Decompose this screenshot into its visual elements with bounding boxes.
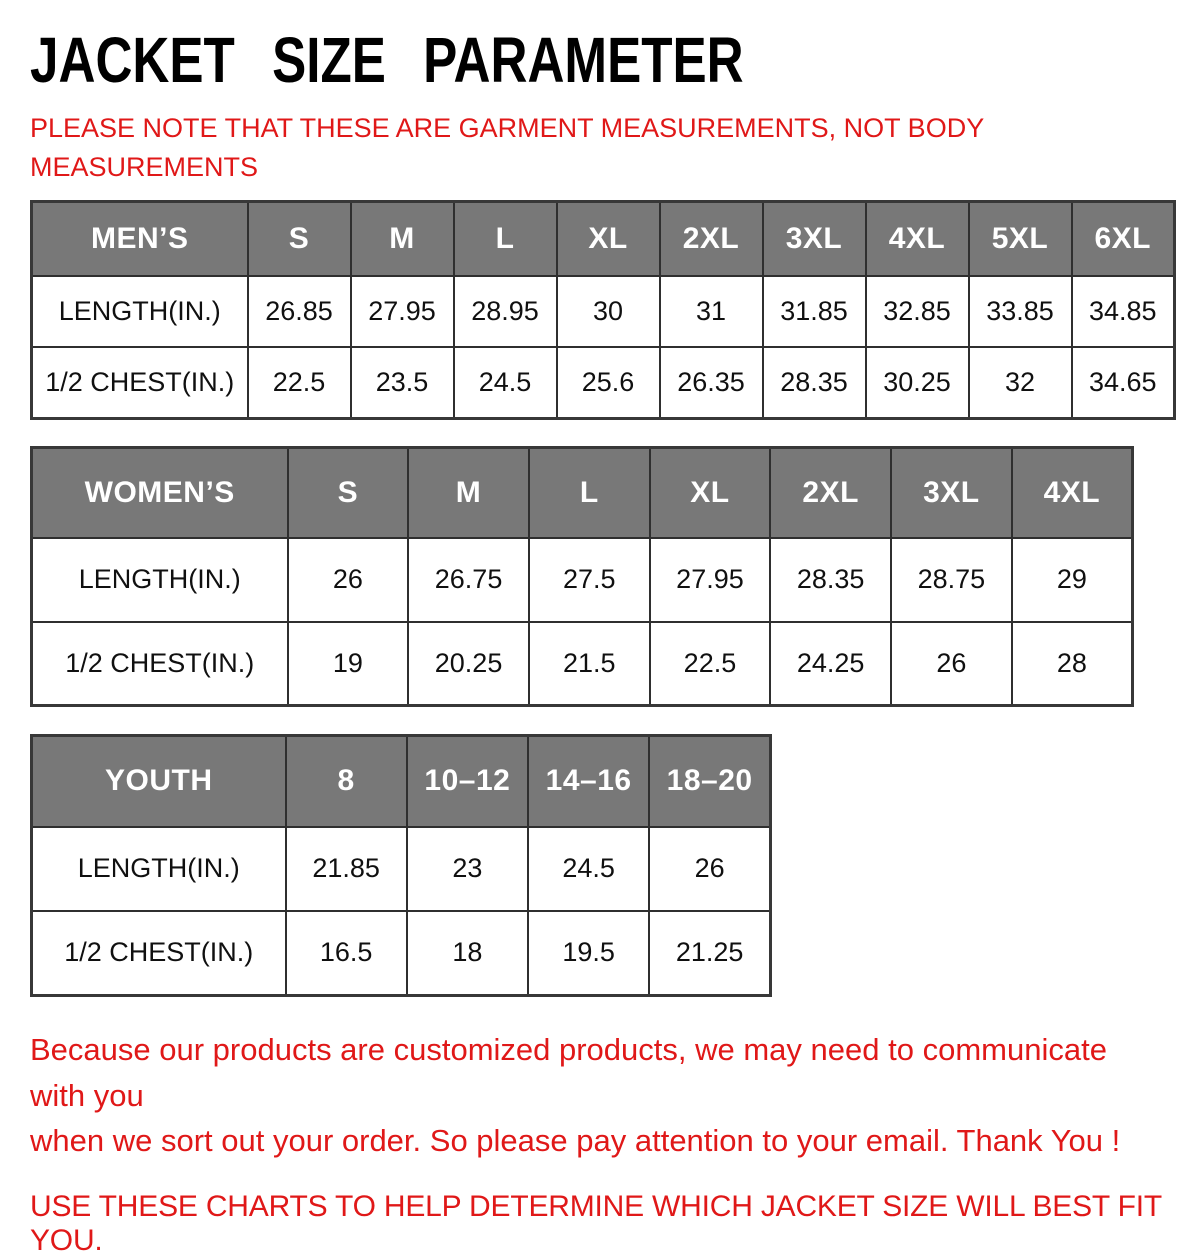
row-label: LENGTH(IN.) (32, 276, 248, 347)
measurement-cell: 22.5 (248, 347, 351, 419)
measurement-cell: 24.5 (454, 347, 557, 419)
header-row (32, 202, 1175, 276)
measurement-cell: 21.5 (529, 622, 650, 706)
measurement-cell: 26.35 (660, 347, 763, 419)
row-label: 1/2 CHEST(IN.) (32, 622, 288, 706)
row-label: 1/2 CHEST(IN.) (32, 347, 248, 419)
measurement-cell: 27.95 (650, 538, 771, 622)
size-column-header: 8 (286, 736, 407, 827)
measurement-cell: 29 (1012, 538, 1133, 622)
table-row (32, 538, 1133, 622)
size-column-header: 4XL (866, 202, 969, 276)
size-column-header: L (529, 448, 650, 538)
row-label: LENGTH(IN.) (32, 827, 286, 911)
garment-note-line-1: PLEASE NOTE THAT THESE ARE GARMENT MEASUREMENTS, NOT BODY (30, 113, 985, 144)
size-column-header: 3XL (891, 448, 1012, 538)
size-column-header: M (351, 202, 454, 276)
size-column-header: 2XL (660, 202, 763, 276)
measurement-cell: 32 (969, 347, 1072, 419)
measurement-cell: 24.5 (528, 827, 649, 911)
measurement-cell: 31 (660, 276, 763, 347)
measurement-cell: 26 (288, 538, 409, 622)
tables-container (30, 200, 1170, 997)
size-column-header: 5XL (969, 202, 1072, 276)
measurement-cell: 34.65 (1072, 347, 1175, 419)
measurement-cell: 21.85 (286, 827, 407, 911)
header-row (32, 448, 1133, 538)
measurement-cell: 28.35 (763, 347, 866, 419)
size-column-header: 2XL (770, 448, 891, 538)
measurement-cell: 18 (407, 911, 528, 996)
size-column-header: S (288, 448, 409, 538)
garment-note (30, 109, 1170, 187)
footer (30, 1027, 1170, 1258)
measurement-cell: 19 (288, 622, 409, 706)
measurement-cell: 23.5 (351, 347, 454, 419)
size-column-header: 6XL (1072, 202, 1175, 276)
measurement-cell: 27.95 (351, 276, 454, 347)
size-column-header: M (408, 448, 529, 538)
size-column-header: 10–12 (407, 736, 528, 827)
measurement-cell: 26.85 (248, 276, 351, 347)
measurement-cell: 32.85 (866, 276, 969, 347)
measurement-cell: 23 (407, 827, 528, 911)
footer-usage-note: USE THESE CHARTS TO HELP DETERMINE WHICH JACKET SIZE WILL BEST FIT YOU. (30, 1189, 1162, 1257)
size-column-header: 18–20 (649, 736, 770, 827)
size-column-header: 14–16 (528, 736, 649, 827)
measurement-cell: 30 (557, 276, 660, 347)
table-row (32, 276, 1175, 347)
size-column-header: XL (557, 202, 660, 276)
garment-note-line-2: MEASUREMENTS (30, 152, 259, 183)
table-row (32, 622, 1133, 706)
measurement-cell: 34.85 (1072, 276, 1175, 347)
measurement-cell: 28.95 (454, 276, 557, 347)
measurement-cell: 27.5 (529, 538, 650, 622)
measurement-cell: 28.75 (891, 538, 1012, 622)
size-column-header: 4XL (1012, 448, 1133, 538)
measurement-cell: 20.25 (408, 622, 529, 706)
size-table-womens (30, 446, 1134, 707)
header-row (32, 736, 771, 827)
measurement-cell: 26.75 (408, 538, 529, 622)
size-column-header: XL (650, 448, 771, 538)
size-table-youth (30, 734, 772, 997)
measurement-cell: 25.6 (557, 347, 660, 419)
measurement-cell: 24.25 (770, 622, 891, 706)
table-row (32, 347, 1175, 419)
measurement-cell: 26 (649, 827, 770, 911)
measurement-cell: 22.5 (650, 622, 771, 706)
row-label: LENGTH(IN.) (32, 538, 288, 622)
measurement-cell: 33.85 (969, 276, 1072, 347)
measurement-cell: 28.35 (770, 538, 891, 622)
size-column-header: L (454, 202, 557, 276)
table-row (32, 827, 771, 911)
measurement-cell: 21.25 (649, 911, 770, 996)
table-group-title-youth: YOUTH (32, 736, 286, 827)
size-column-header: 3XL (763, 202, 866, 276)
measurement-cell: 26 (891, 622, 1012, 706)
table-group-title-mens: MEN’S (32, 202, 248, 276)
table-row (32, 911, 771, 996)
measurement-cell: 19.5 (528, 911, 649, 996)
measurement-cell: 28 (1012, 622, 1133, 706)
size-table-mens (30, 200, 1176, 420)
footer-line-1: Because our products are customized products, we may need to communicate with you (30, 1032, 1107, 1113)
measurement-cell: 16.5 (286, 911, 407, 996)
row-label: 1/2 CHEST(IN.) (32, 911, 286, 996)
measurement-cell: 31.85 (763, 276, 866, 347)
measurement-cell: 30.25 (866, 347, 969, 419)
table-group-title-womens: WOMEN’S (32, 448, 288, 538)
size-column-header: S (248, 202, 351, 276)
footer-line-2: when we sort out your order. So please pay attention to your email. Thank You ! (30, 1123, 1121, 1159)
page-title: JACKET SIZE PARAMETER (30, 24, 744, 96)
footer-paragraph (30, 1027, 1170, 1164)
